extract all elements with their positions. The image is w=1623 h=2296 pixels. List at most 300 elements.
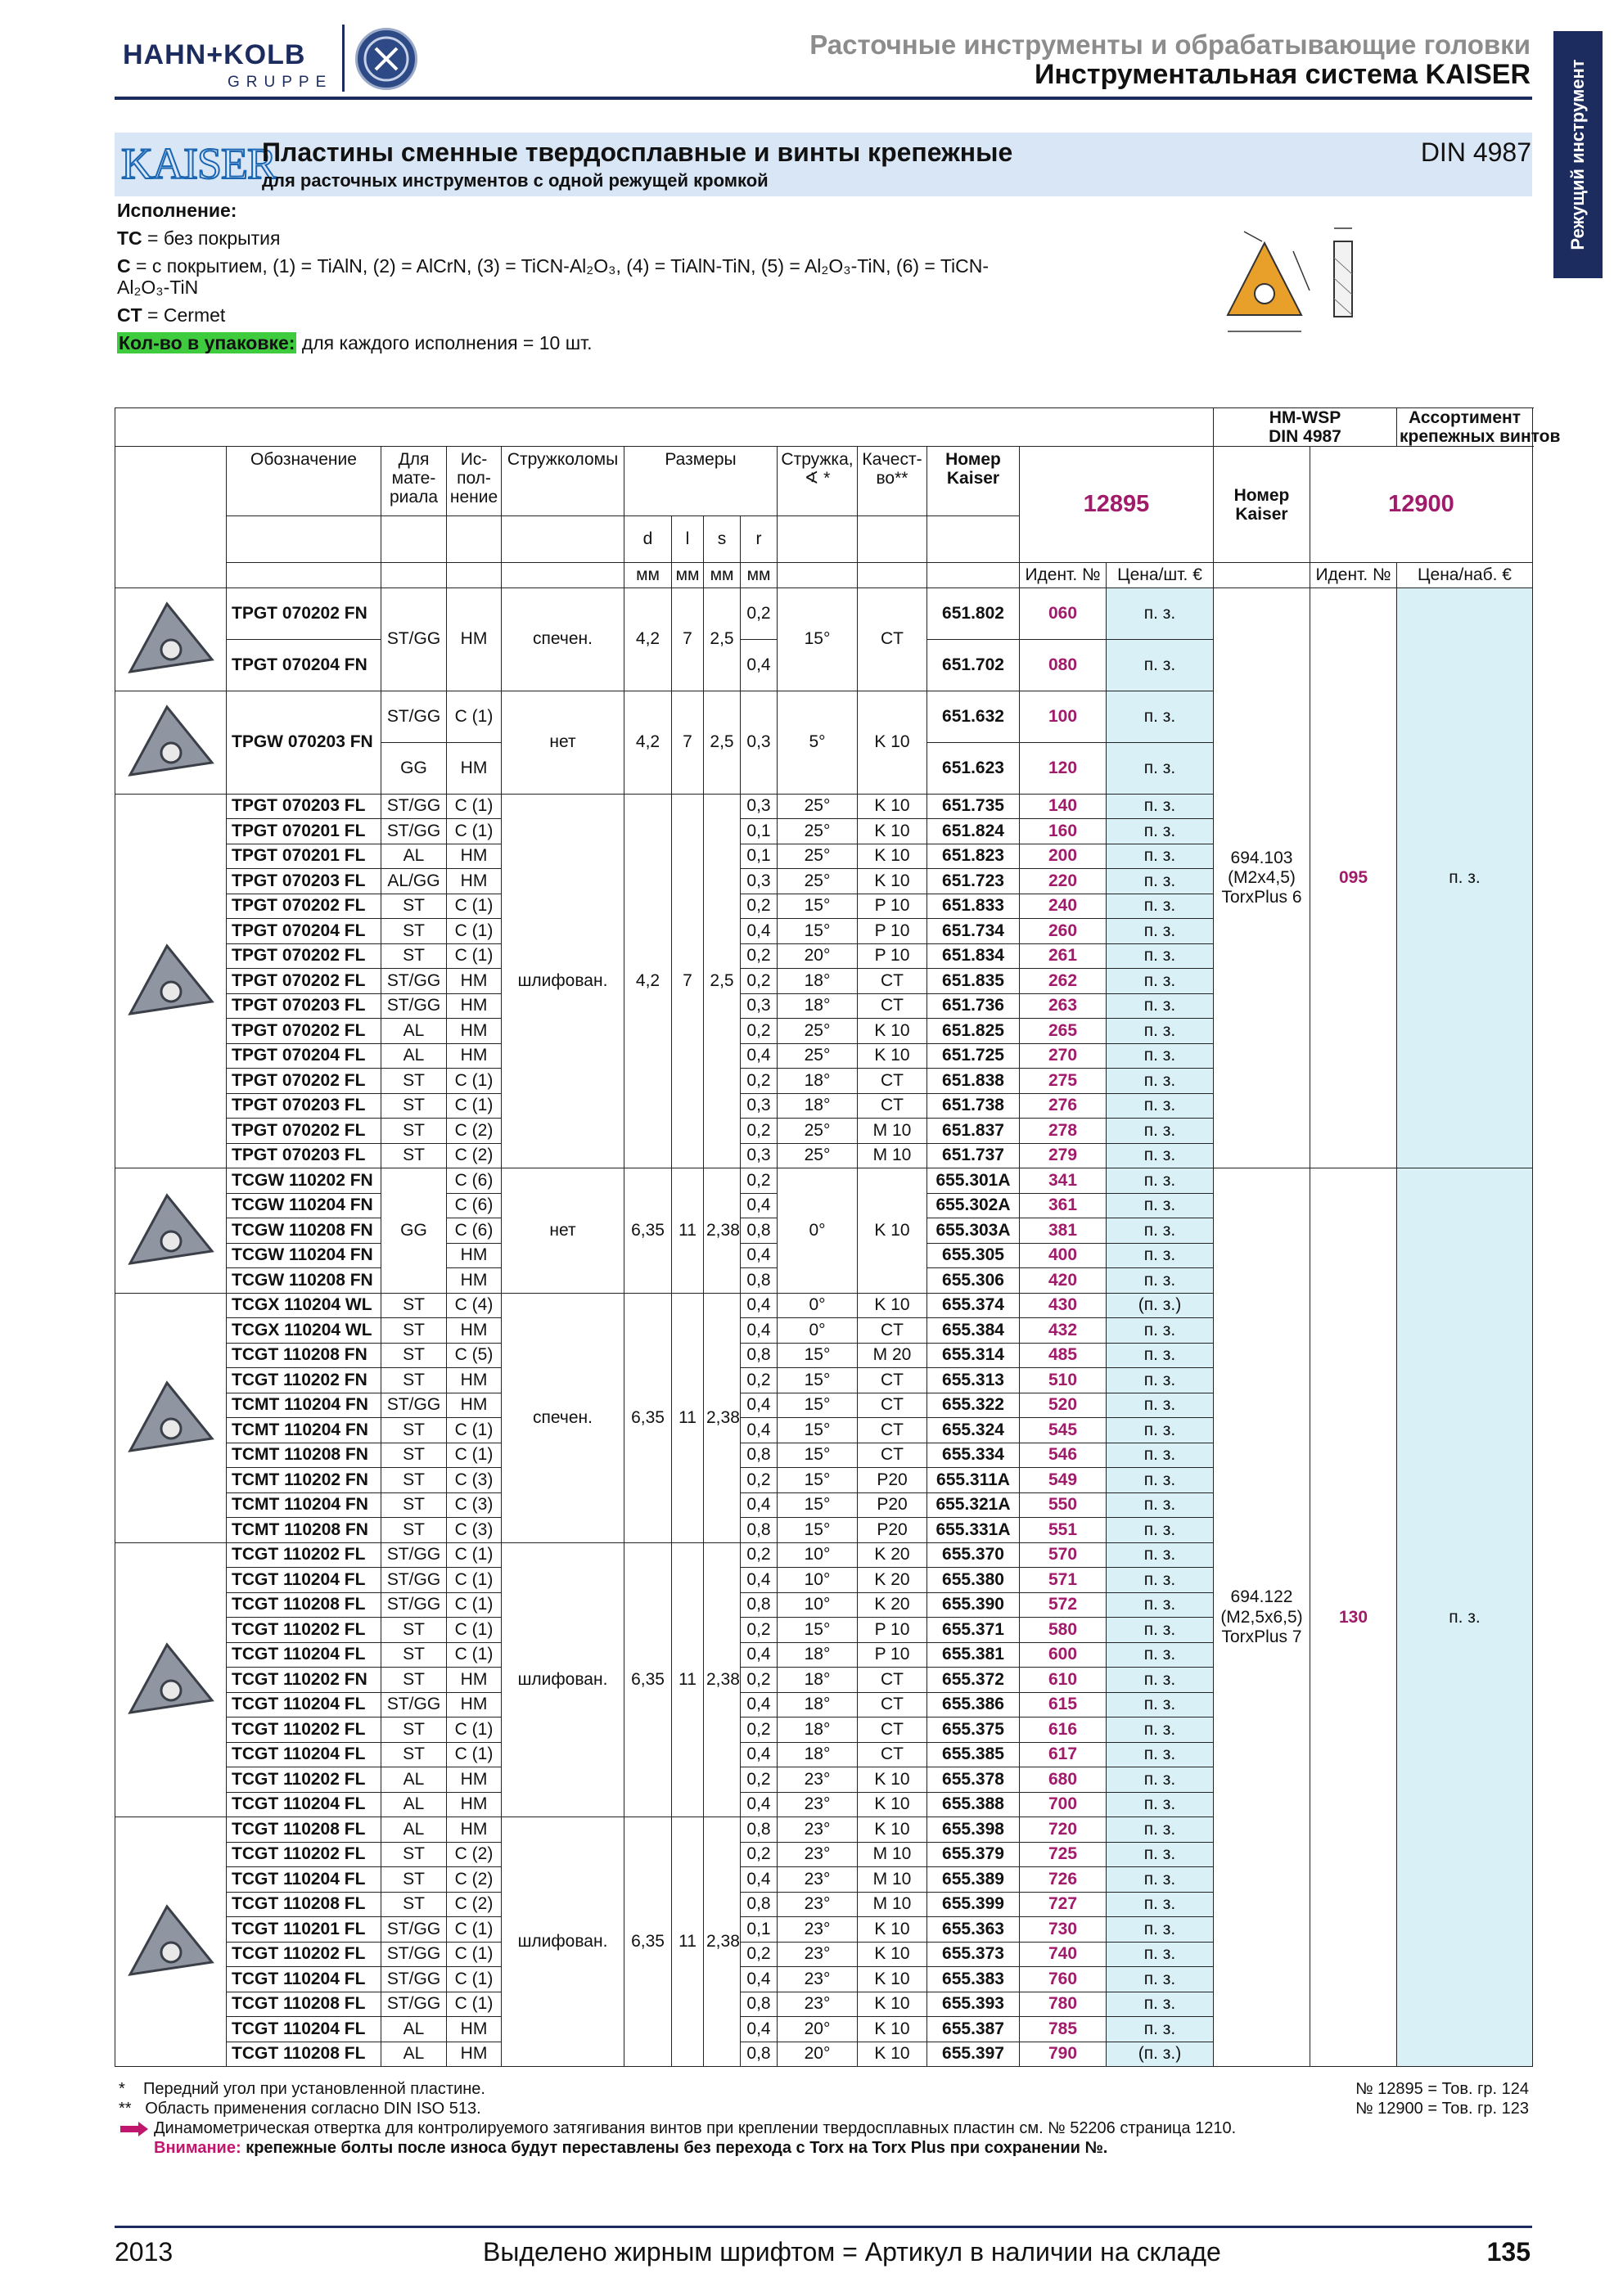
quality: K 20 — [858, 1568, 927, 1593]
designation: TCGT 110202 FN — [227, 1368, 381, 1393]
size-r: 0,2 — [741, 588, 778, 639]
size-r: 0,4 — [741, 1043, 778, 1069]
ident-number: 780 — [1020, 1992, 1107, 2017]
unit-mm: мм — [704, 563, 741, 588]
quality: K 20 — [858, 1592, 927, 1618]
size-d: 6,35 — [624, 1168, 672, 1294]
ident-number: 140 — [1020, 794, 1107, 819]
material: ST — [381, 1717, 447, 1743]
quality: M 10 — [858, 1892, 927, 1917]
header-designation: Обозначение — [227, 447, 381, 516]
price-piece: п. з. — [1107, 919, 1214, 944]
price-piece: п. з. — [1107, 1368, 1214, 1393]
quality: K 10 — [858, 1792, 927, 1817]
size-s: 2,5 — [704, 794, 741, 1168]
kaiser-number: 655.302A — [927, 1193, 1020, 1218]
footer-year: 2013 — [115, 2237, 174, 2267]
material: ST — [381, 1293, 447, 1318]
material: ST/GG — [381, 1967, 447, 1992]
size-l: 11 — [672, 1168, 704, 1294]
designation: TPGT 070204 FL — [227, 1043, 381, 1069]
size-l: 7 — [672, 794, 704, 1168]
execution: HM — [447, 588, 502, 691]
execution: C (5) — [447, 1343, 502, 1368]
insert-photo — [115, 794, 227, 1168]
price-piece: п. з. — [1107, 1193, 1214, 1218]
ident-number: 726 — [1020, 1867, 1107, 1893]
size-s: 2,5 — [704, 691, 741, 794]
size-r: 0,4 — [741, 1318, 778, 1344]
table-row — [115, 563, 1533, 588]
material: AL/GG — [381, 869, 447, 894]
designation: TCGT 110201 FL — [227, 1917, 381, 1943]
kaiser-brand-logo: KAISER — [121, 139, 277, 188]
size-r: 0,4 — [741, 1867, 778, 1893]
price-piece: п. з. — [1107, 1243, 1214, 1268]
kaiser-number: 655.393 — [927, 1992, 1020, 2017]
kaiser-number: 651.833 — [927, 894, 1020, 919]
designation: TCGT 110204 FL — [227, 1792, 381, 1817]
ident-number: 546 — [1020, 1443, 1107, 1468]
header-execution-cont — [447, 516, 502, 563]
header-quality: Качест- во** — [858, 447, 927, 516]
price-piece: п. з. — [1107, 1268, 1214, 1294]
price-piece: п. з. — [1107, 1892, 1214, 1917]
kaiser-number: 655.370 — [927, 1542, 1020, 1568]
kaiser-number: 655.363 — [927, 1917, 1020, 1943]
unit-blank — [858, 563, 927, 588]
quality: K 10 — [858, 1992, 927, 2017]
size-r: 0,8 — [741, 1218, 778, 1244]
execution: C (1) — [447, 1967, 502, 1992]
size-r: 0,3 — [741, 993, 778, 1019]
designation: TCMT 110204 FN — [227, 1393, 381, 1418]
table-row — [115, 588, 1533, 639]
material: ST — [381, 1343, 447, 1368]
ident-number: 549 — [1020, 1468, 1107, 1493]
size-r: 0,3 — [741, 794, 778, 819]
designation: TPGT 070204 FL — [227, 919, 381, 944]
execution: HM — [447, 1043, 502, 1069]
ident-number: 361 — [1020, 1193, 1107, 1218]
ident-number: 275 — [1020, 1069, 1107, 1094]
material: ST/GG — [381, 819, 447, 844]
unit-mm: мм — [741, 563, 778, 588]
ident-number: 520 — [1020, 1393, 1107, 1418]
price-piece: п. з. — [1107, 1218, 1214, 1244]
material: ST/GG — [381, 691, 447, 742]
unit-blank — [927, 563, 1020, 588]
kaiser-number: 655.311A — [927, 1468, 1020, 1493]
kaiser-number: 655.375 — [927, 1717, 1020, 1743]
chip-angle: 23° — [778, 1767, 858, 1793]
chip-angle: 25° — [778, 1019, 858, 1044]
kaiser-number: 651.802 — [927, 588, 1020, 639]
size-l: 11 — [672, 1817, 704, 2067]
quality: K 10 — [858, 844, 927, 869]
quality: K 10 — [858, 1767, 927, 1793]
price-piece: п. з. — [1107, 943, 1214, 969]
ident-number: 790 — [1020, 2042, 1107, 2067]
kaiser-number: 651.837 — [927, 1119, 1020, 1144]
quality: M 20 — [858, 1343, 927, 1368]
quality: CT — [858, 969, 927, 994]
footnote-1 — [119, 2080, 485, 2099]
footnote-1-mark: * — [119, 2080, 125, 2098]
ident-number: 261 — [1020, 943, 1107, 969]
size-r: 0,4 — [741, 1967, 778, 1992]
logo-subtext: GRUPPE — [228, 74, 333, 91]
price-piece: п. з. — [1107, 1592, 1214, 1618]
triangle-insert-icon — [122, 1373, 220, 1463]
ident-number: 276 — [1020, 1093, 1107, 1119]
size-d: 4,2 — [624, 588, 672, 691]
execution: C (2) — [447, 1143, 502, 1168]
ident-number: 510 — [1020, 1368, 1107, 1393]
designation: TPGT 070201 FL — [227, 819, 381, 844]
price-piece: (п. з.) — [1107, 2042, 1214, 2067]
header-execution: Ис- пол- нение — [447, 447, 502, 516]
chip-angle: 15° — [778, 1618, 858, 1643]
chip-angle: 25° — [778, 844, 858, 869]
unit-blank — [778, 563, 858, 588]
chip-angle: 0° — [778, 1293, 858, 1318]
designation: TCGT 110202 FL — [227, 1542, 381, 1568]
ident-number: 571 — [1020, 1568, 1107, 1593]
chip-angle: 20° — [778, 2042, 858, 2067]
designation: TPGT 070203 FL — [227, 1093, 381, 1119]
chip-angle: 10° — [778, 1542, 858, 1568]
warning-label: Внимание: — [154, 2139, 241, 2157]
ident-number: 730 — [1020, 1917, 1107, 1943]
chip-angle: 23° — [778, 1942, 858, 1967]
kaiser-number: 651.735 — [927, 794, 1020, 819]
designation: TCMT 110204 FN — [227, 1418, 381, 1443]
material: ST — [381, 1642, 447, 1668]
size-r: 0,8 — [741, 1343, 778, 1368]
size-r: 0,4 — [741, 2017, 778, 2042]
kaiser-number: 651.725 — [927, 1043, 1020, 1069]
size-r: 0,8 — [741, 1268, 778, 1294]
ident-number: 572 — [1020, 1592, 1107, 1618]
chip-angle: 10° — [778, 1568, 858, 1593]
ident-number: 400 — [1020, 1243, 1107, 1268]
note-tc-key: TC — [117, 227, 142, 249]
chip-angle: 15° — [778, 588, 858, 691]
chipbreaker: спечен. — [502, 588, 624, 691]
designation: TPGT 070202 FL — [227, 969, 381, 994]
quality: K 10 — [858, 1967, 927, 1992]
execution: HM — [447, 1268, 502, 1294]
size-s: 2,38 — [704, 1293, 741, 1542]
size-r: 0,3 — [741, 1143, 778, 1168]
ident-number: 270 — [1020, 1043, 1107, 1069]
ident-number: 260 — [1020, 919, 1107, 944]
size-r: 0,4 — [741, 1692, 778, 1717]
execution: C (1) — [447, 819, 502, 844]
header-title-line1: Расточные инструменты и обрабатывающие головки — [809, 29, 1531, 60]
kaiser-number: 655.324 — [927, 1418, 1020, 1443]
kaiser-number: 651.838 — [927, 1069, 1020, 1094]
chip-angle: 25° — [778, 819, 858, 844]
kaiser-number: 655.378 — [927, 1767, 1020, 1793]
designation: TCGT 110208 FL — [227, 2042, 381, 2067]
material: ST — [381, 1618, 447, 1643]
size-r: 0,4 — [741, 1393, 778, 1418]
designation: TCGT 110202 FL — [227, 1842, 381, 1867]
quality: P 10 — [858, 894, 927, 919]
size-r: 0,2 — [741, 943, 778, 969]
designation: TCGT 110204 FL — [227, 1692, 381, 1717]
kaiser-number: 655.381 — [927, 1642, 1020, 1668]
price-piece: п. з. — [1107, 1717, 1214, 1743]
size-s: 2,38 — [704, 1817, 741, 2067]
material: ST/GG — [381, 1917, 447, 1943]
chipbreaker: нет — [502, 1168, 624, 1294]
material: AL — [381, 1019, 447, 1044]
kaiser-number: 651.823 — [927, 844, 1020, 869]
designation: TCGW 110202 FN — [227, 1168, 381, 1194]
header-screws: Ассортимент крепежных винтов — [1397, 408, 1533, 447]
quality: CT — [858, 1668, 927, 1693]
designation: TCGW 110204 FN — [227, 1193, 381, 1218]
chip-angle: 23° — [778, 1992, 858, 2017]
designation: TPGT 070202 FL — [227, 943, 381, 969]
header-quality-cont — [858, 516, 927, 563]
kaiser-number: 651.736 — [927, 993, 1020, 1019]
designation: TPGT 070202 FL — [227, 1119, 381, 1144]
chip-angle: 10° — [778, 1592, 858, 1618]
price-piece: п. з. — [1107, 1618, 1214, 1643]
designation: TPGT 070202 FL — [227, 1019, 381, 1044]
ident-number: 200 — [1020, 844, 1107, 869]
size-r: 0,2 — [741, 1069, 778, 1094]
kaiser-number: 655.397 — [927, 2042, 1020, 2067]
designation: TCGT 110204 FL — [227, 1742, 381, 1767]
execution: HM — [447, 1817, 502, 1843]
ident-number: 080 — [1020, 639, 1107, 691]
chip-angle: 18° — [778, 1642, 858, 1668]
chip-angle: 5° — [778, 691, 858, 794]
header-screw-ident: Идент. № — [1310, 563, 1397, 588]
size-r: 0,3 — [741, 869, 778, 894]
size-r: 0,4 — [741, 1193, 778, 1218]
kaiser-number: 655.374 — [927, 1293, 1020, 1318]
execution: HM — [447, 1692, 502, 1717]
designation: TPGT 070202 FN — [227, 588, 381, 639]
header-price-piece: Цена/шт. € — [1107, 563, 1214, 588]
chip-angle: 18° — [778, 1692, 858, 1717]
size-l: 7 — [672, 691, 704, 794]
execution: C (1) — [447, 894, 502, 919]
execution: C (1) — [447, 1568, 502, 1593]
header-image-col — [115, 447, 227, 588]
size-l: 11 — [672, 1542, 704, 1817]
ident-number: 160 — [1020, 819, 1107, 844]
material: ST — [381, 919, 447, 944]
ident-number: 615 — [1020, 1692, 1107, 1717]
kaiser-number: 651.734 — [927, 919, 1020, 944]
arrow-right-icon — [119, 2121, 150, 2137]
chip-angle: 15° — [778, 894, 858, 919]
designation: TCMT 110202 FN — [227, 1468, 381, 1493]
ident-number: 610 — [1020, 1668, 1107, 1693]
quality: CT — [858, 1418, 927, 1443]
size-s: 2,38 — [704, 1542, 741, 1817]
quality: CT — [858, 1069, 927, 1094]
chip-angle: 23° — [778, 1792, 858, 1817]
kaiser-number: 651.738 — [927, 1093, 1020, 1119]
kaiser-number: 655.389 — [927, 1867, 1020, 1893]
chipbreaker: спечен. — [502, 1293, 624, 1542]
quality: K 20 — [858, 1542, 927, 1568]
chip-angle: 20° — [778, 943, 858, 969]
price-piece: п. з. — [1107, 1443, 1214, 1468]
triangle-insert-icon — [122, 697, 220, 787]
kaiser-number: 651.623 — [927, 742, 1020, 794]
size-r: 0,4 — [741, 1418, 778, 1443]
unit-blank — [502, 563, 624, 588]
chip-angle: 18° — [778, 1668, 858, 1693]
material: ST/GG — [381, 993, 447, 1019]
material: ST — [381, 1418, 447, 1443]
side-tab[interactable] — [1553, 31, 1603, 278]
execution: C (1) — [447, 1542, 502, 1568]
material: ST/GG — [381, 1592, 447, 1618]
size-s: 2,38 — [704, 1168, 741, 1294]
footnote-1-text: Передний угол при установленной пластине. — [143, 2080, 485, 2098]
ident-number: 600 — [1020, 1642, 1107, 1668]
designation: TCMT 110208 FN — [227, 1518, 381, 1543]
quality: K 10 — [858, 1293, 927, 1318]
note-ct-text: = Cermet — [142, 304, 226, 326]
execution: C (1) — [447, 1592, 502, 1618]
material: ST/GG — [381, 1992, 447, 2017]
pack-text: для каждого исполнения = 10 шт. — [296, 332, 593, 353]
size-d: 6,35 — [624, 1542, 672, 1817]
chip-angle: 23° — [778, 1917, 858, 1943]
ident-number: 616 — [1020, 1717, 1107, 1743]
header-kaiser-cont — [927, 516, 1020, 563]
ident-number: 760 — [1020, 1967, 1107, 1992]
header-chipbreaker-cont — [502, 516, 624, 563]
kaiser-number: 655.313 — [927, 1368, 1020, 1393]
designation: TCGT 110204 FL — [227, 1642, 381, 1668]
material: AL — [381, 844, 447, 869]
execution: C (1) — [447, 691, 502, 742]
header-chip-cont — [778, 516, 858, 563]
warning-text: крепежные болты после износа будут переставлены без перехода с Torx на Torx Plus при сохранении №. — [241, 2139, 1108, 2157]
execution: HM — [447, 844, 502, 869]
quality: K 10 — [858, 1942, 927, 1967]
unit-blank — [1214, 563, 1310, 588]
chip-angle: 23° — [778, 1967, 858, 1992]
size-r: 0,8 — [741, 2042, 778, 2067]
execution: HM — [447, 2042, 502, 2067]
material: ST/GG — [381, 1568, 447, 1593]
execution: HM — [447, 1368, 502, 1393]
material: ST — [381, 1518, 447, 1543]
designation: TCMT 110204 FN — [227, 1492, 381, 1518]
material: ST — [381, 1069, 447, 1094]
quality: K 10 — [858, 1817, 927, 1843]
kaiser-number: 655.399 — [927, 1892, 1020, 1917]
quality: CT — [858, 1443, 927, 1468]
size-r: 0,1 — [741, 844, 778, 869]
material: ST — [381, 1143, 447, 1168]
quality: CT — [858, 993, 927, 1019]
material: AL — [381, 1043, 447, 1069]
triangle-insert-icon — [122, 1186, 220, 1276]
size-d: 6,35 — [624, 1293, 672, 1542]
quality: P 10 — [858, 1642, 927, 1668]
kaiser-number: 655.314 — [927, 1343, 1020, 1368]
chipbreaker: шлифован. — [502, 794, 624, 1168]
kaiser-number: 655.386 — [927, 1692, 1020, 1717]
quality: M 10 — [858, 1143, 927, 1168]
material: ST — [381, 1368, 447, 1393]
size-r: 0,1 — [741, 819, 778, 844]
price-piece: п. з. — [1107, 691, 1214, 742]
chip-angle: 15° — [778, 1468, 858, 1493]
ident-number: 060 — [1020, 588, 1107, 639]
insert-photo — [115, 1168, 227, 1294]
price-piece: п. з. — [1107, 1043, 1214, 1069]
pack-label: Кол-во в упаковке: — [119, 332, 295, 353]
note-c — [117, 255, 989, 277]
material: ST/GG — [381, 969, 447, 994]
kaiser-number: 655.303A — [927, 1218, 1020, 1244]
chip-angle: 18° — [778, 969, 858, 994]
material: ST — [381, 1443, 447, 1468]
execution: C (3) — [447, 1518, 502, 1543]
header-rule — [115, 97, 1532, 100]
quality: K 10 — [858, 1917, 927, 1943]
designation: TCGT 110202 FL — [227, 1942, 381, 1967]
kaiser-number: 655.390 — [927, 1592, 1020, 1618]
quality: M 10 — [858, 1119, 927, 1144]
unit-mm: мм — [624, 563, 672, 588]
header-r: r — [741, 516, 778, 563]
price-piece: п. з. — [1107, 1393, 1214, 1418]
header-ident: Идент. № — [1020, 563, 1107, 588]
designation: TPGT 070202 FL — [227, 1069, 381, 1094]
kaiser-number: 655.322 — [927, 1393, 1020, 1418]
ident-number: 120 — [1020, 742, 1107, 794]
chip-angle: 20° — [778, 2017, 858, 2042]
material: ST — [381, 1318, 447, 1344]
designation: TCGT 110204 FL — [227, 2017, 381, 2042]
footnote-warning — [154, 2139, 1107, 2158]
execution: C (1) — [447, 794, 502, 819]
ident-number: 100 — [1020, 691, 1107, 742]
ident-number: 580 — [1020, 1618, 1107, 1643]
material: GG — [381, 742, 447, 794]
size-r: 0,8 — [741, 1443, 778, 1468]
insert-photo — [115, 1293, 227, 1542]
chip-angle: 25° — [778, 1043, 858, 1069]
material: ST/GG — [381, 1393, 447, 1418]
material: ST — [381, 1492, 447, 1518]
designation: TPGT 070202 FL — [227, 894, 381, 919]
price-piece: п. з. — [1107, 742, 1214, 794]
price-piece: п. з. — [1107, 1143, 1214, 1168]
price-piece: п. з. — [1107, 1343, 1214, 1368]
unit-blank — [447, 563, 502, 588]
ident-number: 263 — [1020, 993, 1107, 1019]
price-piece: п. з. — [1107, 993, 1214, 1019]
price-piece: п. з. — [1107, 1492, 1214, 1518]
